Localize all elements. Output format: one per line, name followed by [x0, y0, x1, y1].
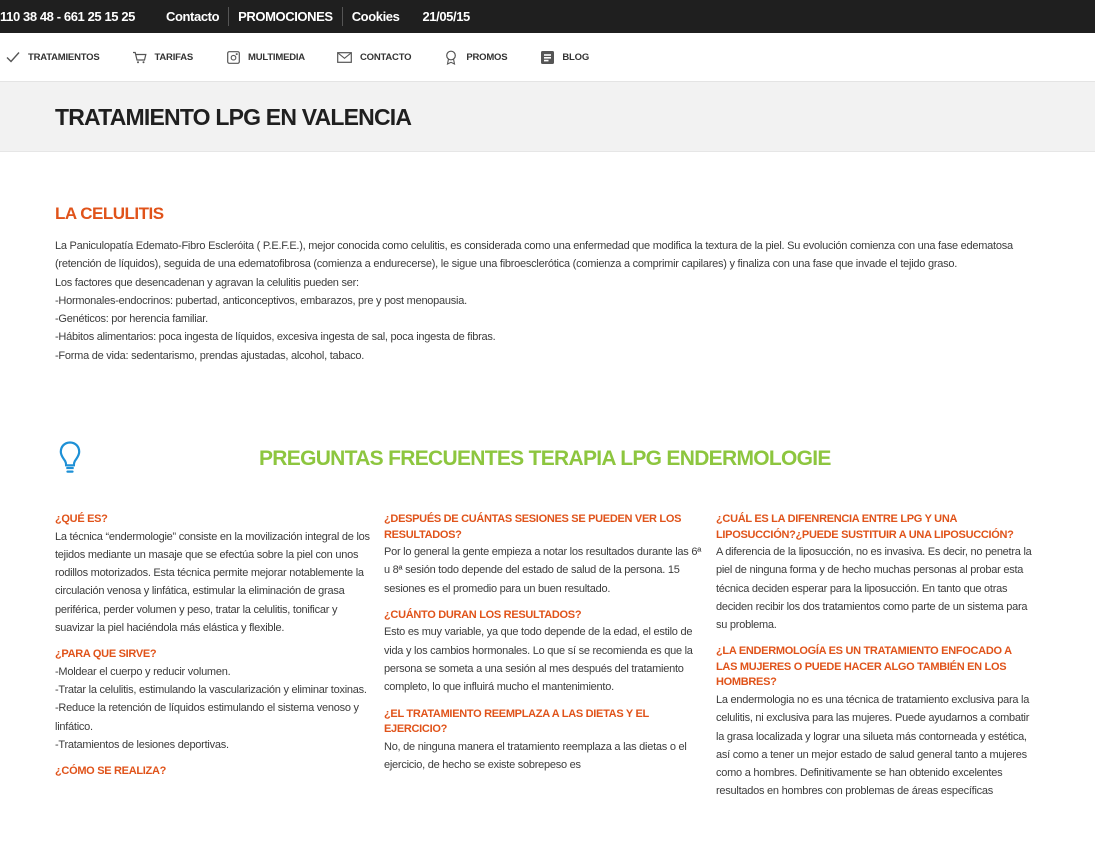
check-icon	[5, 49, 21, 65]
section-title-celulitis: LA CELULITIS	[55, 204, 164, 223]
blog-icon	[539, 49, 555, 65]
topbar-date: 21/05/15	[422, 9, 470, 24]
faq-heading: PREGUNTAS FRECUENTES TERAPIA LPG ENDERMOLOGIE	[259, 447, 831, 470]
topbar-link-promociones[interactable]: PROMOCIONES	[238, 9, 333, 24]
nav-item-label: MULTIMEDIA	[248, 51, 305, 63]
page-title: TRATAMIENTO LPG EN VALENCIA	[55, 104, 412, 130]
celulitis-paragraph: Los factores que desencadenan y agravan la celulitis pueden ser:	[55, 276, 359, 289]
title-band	[0, 82, 1095, 152]
faq-item	[716, 512, 1034, 634]
celulitis-paragraph: La Paniculopatía Edemato-Fibro Escleróita ( P.E.F.E.), mejor conocida como celulitis, es considerada como una enfermedad que modifica la textura de la piel. Su evolución comienza con una fase edematosa (retención de líquidos), seguida de una edematofibrosa (comienza a endurecerse), le sigue una fibroesclerótica (comienza a comprimir capilares) y finaliza con una fase que invade el tejido graso.	[55, 240, 1013, 271]
faq-question: ¿QUÉ ES?	[55, 513, 108, 525]
faq-answer-line: -Reduce la retención de líquidos estimulando el sistema venoso y linfático.	[55, 702, 359, 733]
faq-answer: Esto es muy variable, ya que todo depende de la edad, el estilo de vida y los cambios hormonales. Lo que sí se recomienda es que la persona se someta a una sesión al mes después del tratamiento completo, lo que influirá mucho el mantenimiento.	[384, 626, 693, 694]
faq-question: ¿LA ENDERMOLOGÍA ES UN TRATAMIENTO ENFOCADO A LAS MUJERES O PUEDE HACER ALGO TAMBIÉN EN LOS HOMBRES?	[716, 645, 1012, 689]
faq-column-1	[55, 512, 373, 790]
mail-icon	[337, 49, 353, 65]
nav-item-label: TARIFAS	[154, 51, 194, 63]
faq-column-2	[384, 512, 702, 784]
faq-answer: No, de ninguna manera el tratamiento reemplaza a las dietas o el ejercicio, de hecho se existe sobrepeso es	[384, 740, 687, 771]
celulitis-paragraph: -Hábitos alimentarios: poca ingesta de líquidos, excesiva ingesta de sal, poca ingesta de fibras.	[55, 331, 496, 344]
faq-answer-line: -Tratar la celulitis, estimulando la vascularización y eliminar toxinas.	[55, 684, 367, 697]
celulitis-paragraph: -Genéticos: por herencia familiar.	[55, 313, 208, 326]
celulitis-paragraph: -Hormonales-endocrinos: pubertad, anticonceptivos, embarazos, pre y post menopausia.	[55, 294, 467, 307]
faq-item	[55, 764, 373, 780]
faq-question: ¿CUÁL ES LA DIFENRENCIA ENTRE LPG Y UNA LIPOSUCCIÓN?¿PUEDE SUSTITUIR A UNA LIPOSUCCIÓN?	[716, 513, 1014, 541]
faq-item	[55, 512, 373, 637]
nav-item-promos[interactable]	[443, 49, 507, 65]
nav-item-multimedia[interactable]	[225, 49, 305, 65]
faq-question: ¿EL TRATAMIENTO REEMPLAZA A LAS DIETAS Y EL EJERCICIO?	[384, 707, 649, 736]
faq-item	[716, 644, 1034, 800]
faq-question: ¿DESPUÉS DE CUÁNTAS SESIONES SE PUEDEN VER LOS RESULTADOS?	[384, 513, 682, 541]
phone-numbers: 110 38 48 - 661 25 15 25	[0, 9, 135, 24]
nav-item-tarifas[interactable]	[132, 49, 194, 65]
faq-item	[55, 647, 373, 754]
topbar-link-cookies[interactable]: Cookies	[351, 9, 400, 24]
nav-item-label: PROMOS	[466, 51, 508, 63]
faq-answer-line: -Tratamientos de lesiones deportivas.	[55, 738, 229, 751]
nav-item-contacto[interactable]	[337, 49, 411, 65]
main-nav	[0, 33, 1095, 82]
celulitis-text	[55, 237, 1045, 365]
faq-column-3	[716, 512, 1034, 811]
faq-answer: A diferencia de la liposucción, no es invasiva. Es decir, no penetra la piel de ninguna forma y de hecho muchas personas al probar esta técnica deciden esperar para la liposucción. En tanto que otras deciden recibir los dos tratamientos como parte de un sistema para su problema.	[716, 546, 1032, 632]
lightbulb-icon	[59, 441, 81, 475]
celulitis-paragraph: -Forma de vida: sedentarismo, prendas ajustadas, alcohol, tabaco.	[55, 349, 365, 362]
nav-item-label: BLOG	[562, 51, 590, 63]
faq-question: ¿CÓMO SE REALIZA?	[55, 765, 167, 778]
faq-answer-line: -Moldear el cuerpo y reducir volumen.	[55, 665, 231, 678]
nav-item-label: CONTACTO	[359, 51, 412, 63]
faq-item	[384, 707, 702, 775]
faq-question: ¿CUÁNTO DURAN LOS RESULTADOS?	[384, 608, 582, 621]
cart-icon	[132, 49, 148, 65]
faq-item	[384, 608, 702, 697]
nav-item-blog[interactable]	[539, 49, 589, 65]
topbar-link-contacto[interactable]: Contacto	[165, 9, 220, 24]
instagram-icon	[225, 49, 241, 65]
faq-question: ¿PARA QUE SIRVE?	[55, 648, 157, 661]
faq-answer: La endermologia no es una técnica de tratamiento exclusiva para la celulitis, ni exclusiva para las mujeres. Puede ayudarnos a combatir la grasa localizada y lograr una silueta más contorneada y estética, así como a tener un mejor estado de salud general tanto a mujeres como a hombres. Definitivamente se han obtenido excelentes resultados en hombres con problemas de áreas específicas	[716, 693, 1030, 798]
nav-item-label: TRATAMIENTOS	[28, 51, 100, 63]
faq-answer: La técnica “endermologie” consiste en la movilización integral de los tejidos mediante un masaje que se efectúa sobre la piel con unos rodillos motorizados. Esta técnica permite mejorar notablemente la circulación venosa y linfática, estimular la eliminación de grasa periférica, perder volumen y peso, tratar la celulitis, tonificar y suavizar la piel haciéndola más elástica y flexible.	[55, 530, 370, 634]
award-icon	[443, 49, 459, 65]
faq-item	[384, 512, 702, 598]
nav-item-tratamientos[interactable]	[5, 49, 100, 65]
top-bar	[0, 0, 1095, 33]
faq-answer: Por lo general la gente empieza a notar los resultados durante las 6ª u 8ª sesión todo depende del estado de salud de la persona. 15 sesiones es el promedio para un buen resultado.	[384, 546, 702, 595]
